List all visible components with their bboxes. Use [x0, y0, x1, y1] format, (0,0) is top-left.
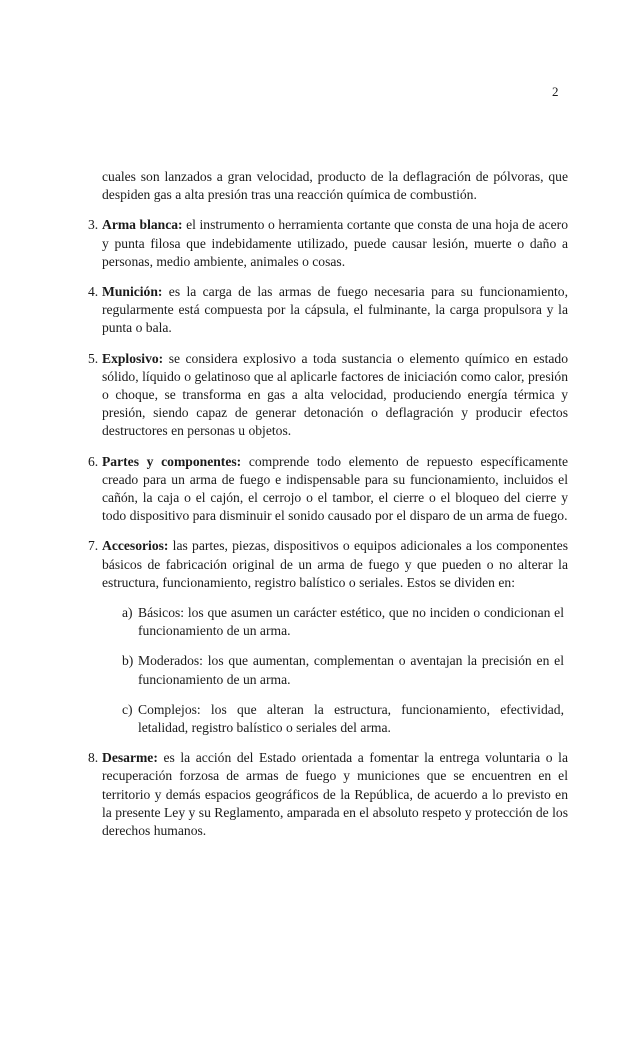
item-text: es la carga de las armas de fuego necesaria para su funcionamiento, regularmente está compuesta por la cápsula, el fulminante, la carga propulsora y la punta o bala.	[102, 284, 568, 336]
sublist-text: Básicos: los que asumen un carácter estético, que no inciden o condicionan el funcionamiento de un arma.	[138, 605, 564, 639]
item-number: 4.	[88, 284, 99, 300]
definition-item-partes-componentes	[88, 453, 568, 526]
item-term: Partes y componentes:	[102, 453, 242, 469]
sublist-item-moderados	[102, 652, 568, 688]
definition-item-desarme	[88, 749, 568, 840]
item-text: las partes, piezas, dispositivos o equipos adicionales a los componentes básicos de fabricación original de un arma de fuego y que pueden o no alterar la estructura, funcionamiento, registro balístico o seriales. Estos se dividen en:	[102, 538, 568, 590]
item-term: Arma blanca:	[102, 217, 183, 233]
definition-item-municion	[88, 283, 568, 338]
document-body	[88, 168, 568, 852]
sublist-item-basicos	[102, 604, 568, 640]
item-text: el instrumento o herramienta cortante que consta de una hoja de acero y punta filosa que indebidamente utilizado, puede causar lesión, muerte o daño a personas, medio ambiente, animales o cosas.	[102, 217, 568, 269]
item-term: Explosivo:	[102, 350, 164, 366]
item-number: 5.	[88, 350, 99, 366]
sublist-letter: b)	[122, 653, 134, 669]
definition-item-arma-blanca	[88, 216, 568, 271]
item-number: 3.	[88, 217, 99, 233]
item-text: se considera explosivo a toda sustancia o elemento químico en estado sólido, líquido o gelatinoso que al aplicarle factores de iniciación como calor, presión o choque, se transforma en gas a alta velocidad, produciendo energía térmica y presión, siendo capaz de generar detonación o deflagración y producir efectos destructores en personas u objetos.	[102, 350, 568, 439]
sublist-item-complejos	[102, 701, 568, 737]
sublist-letter: a)	[122, 605, 133, 621]
item-term: Desarme:	[102, 750, 158, 766]
continuation-paragraph: cuales son lanzados a gran velocidad, producto de la deflagración de pólvoras, que despiden gas a alta presión tras una reacción química de combustión.	[102, 169, 568, 203]
definition-item-explosivo	[88, 350, 568, 441]
accesorios-sublist	[102, 604, 568, 737]
item-text: comprende todo elemento de repuesto específicamente creado para un arma de fuego e indispensable para su funcionamiento, incluidos el cañón, la caja o el cajón, el cerrojo o el tambor, el cierre o el bloqueo del cierre y todo dispositivo para disminuir el sonido causado por el disparo de un arma de fuego.	[102, 453, 569, 524]
item-number: 8.	[88, 750, 99, 766]
sublist-text: Complejos: los que alteran la estructura, funcionamiento, efectividad, letalidad, registro balístico o seriales del arma.	[138, 701, 564, 736]
item-term: Munición:	[102, 284, 163, 300]
item-number: 7.	[88, 538, 99, 554]
sublist-text: Moderados: los que aumentan, complementan o aventajan la precisión en el funcionamiento de un arma.	[138, 653, 564, 687]
definition-item-accesorios	[88, 537, 568, 737]
item-term: Accesorios:	[102, 538, 169, 554]
item-text: es la acción del Estado orientada a fomentar la entrega voluntaria o la recuperación forzosa de armas de fuego y municiones que se encuentren en el territorio y demás espacios geográficos de la República, de acuerdo a lo previsto en la presente Ley y su Reglamento, amparada en el absoluto respeto y protección de los derechos humanos.	[102, 750, 568, 839]
sublist-letter: c)	[122, 701, 133, 717]
page-number: 2	[552, 84, 559, 99]
item-number: 6.	[88, 453, 99, 469]
